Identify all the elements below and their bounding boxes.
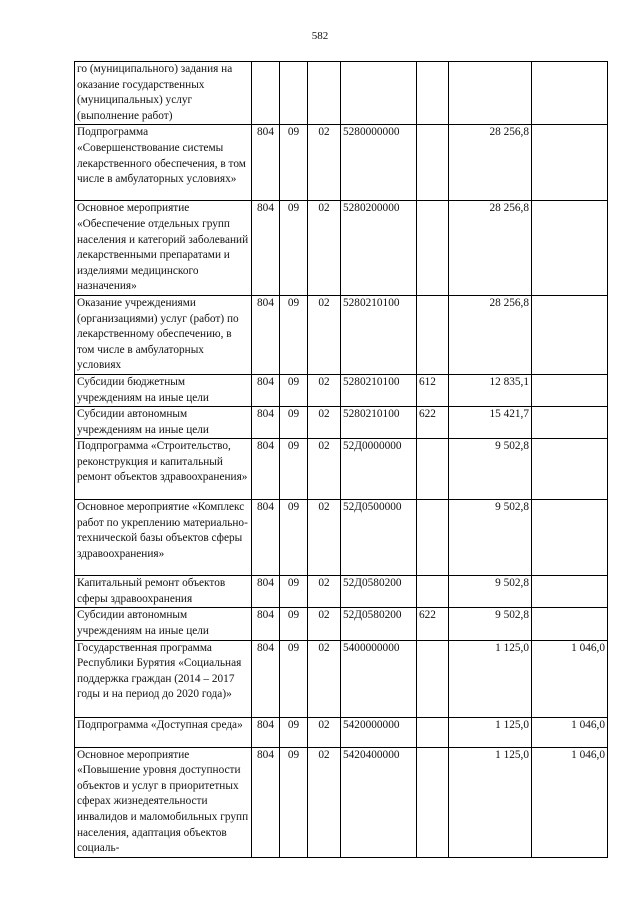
ministry-code: 804 bbox=[252, 608, 280, 640]
amount-year-1: 28 256,8 bbox=[449, 295, 532, 374]
amount-year-1: 9 502,8 bbox=[449, 608, 532, 640]
amount-year-1: 9 502,8 bbox=[449, 576, 532, 608]
expense-type bbox=[417, 640, 449, 717]
row-name: Оказание учреждениями (организациями) услуг (работ) по лекарственному обеспечению, в том числе в амбулаторных условиях bbox=[75, 295, 252, 374]
row-name: Подпрограмма «Строительство, реконструкция и капитальный ремонт объектов здравоохранения» bbox=[75, 439, 252, 500]
row-name: Субсидии бюджетным учреждениям на иные цели bbox=[75, 374, 252, 406]
amount-year-1: 15 421,7 bbox=[449, 407, 532, 439]
amount-year-1: 28 256,8 bbox=[449, 201, 532, 296]
amount-year-1: 9 502,8 bbox=[449, 500, 532, 576]
row-name: Государственная программа Республики Бурятия «Социальная поддержка граждан (2014 – 2017 годы и на период до 2020 года)» bbox=[75, 640, 252, 717]
ministry-code: 804 bbox=[252, 500, 280, 576]
amount-year-2: 1 046,0 bbox=[532, 717, 608, 747]
table-row bbox=[75, 717, 608, 747]
subsection-code: 02 bbox=[308, 608, 341, 640]
subsection-code: 02 bbox=[308, 439, 341, 500]
table-row bbox=[75, 125, 608, 201]
budget-table bbox=[74, 61, 608, 858]
amount-year-2 bbox=[532, 576, 608, 608]
amount-year-1 bbox=[449, 62, 532, 125]
target-article: 5280210100 bbox=[341, 407, 417, 439]
amount-year-1: 28 256,8 bbox=[449, 125, 532, 201]
amount-year-2: 1 046,0 bbox=[532, 747, 608, 857]
expense-type bbox=[417, 747, 449, 857]
section-code: 09 bbox=[280, 201, 308, 296]
ministry-code: 804 bbox=[252, 374, 280, 406]
ministry-code: 804 bbox=[252, 439, 280, 500]
amount-year-2 bbox=[532, 295, 608, 374]
expense-type: 622 bbox=[417, 608, 449, 640]
amount-year-1: 1 125,0 bbox=[449, 640, 532, 717]
row-name: Подпрограмма «Совершенствование системы лекарственного обеспечения, в том числе в амбулаторных условиях» bbox=[75, 125, 252, 201]
section-code: 09 bbox=[280, 717, 308, 747]
row-name: Субсидии автономным учреждениям на иные цели bbox=[75, 407, 252, 439]
target-article: 5280210100 bbox=[341, 374, 417, 406]
section-code: 09 bbox=[280, 747, 308, 857]
table-row bbox=[75, 500, 608, 576]
amount-year-2 bbox=[532, 500, 608, 576]
expense-type: 612 bbox=[417, 374, 449, 406]
expense-type bbox=[417, 201, 449, 296]
section-code: 09 bbox=[280, 295, 308, 374]
table-row bbox=[75, 201, 608, 296]
section-code bbox=[280, 62, 308, 125]
amount-year-1: 9 502,8 bbox=[449, 439, 532, 500]
amount-year-2 bbox=[532, 407, 608, 439]
amount-year-2 bbox=[532, 608, 608, 640]
ministry-code: 804 bbox=[252, 747, 280, 857]
table-row bbox=[75, 62, 608, 125]
expense-type bbox=[417, 62, 449, 125]
amount-year-2 bbox=[532, 439, 608, 500]
ministry-code: 804 bbox=[252, 407, 280, 439]
subsection-code: 02 bbox=[308, 125, 341, 201]
amount-year-2 bbox=[532, 125, 608, 201]
target-article bbox=[341, 62, 417, 125]
table-row bbox=[75, 439, 608, 500]
table-row bbox=[75, 608, 608, 640]
target-article: 52Д0580200 bbox=[341, 576, 417, 608]
section-code: 09 bbox=[280, 500, 308, 576]
target-article: 5280000000 bbox=[341, 125, 417, 201]
section-code: 09 bbox=[280, 374, 308, 406]
section-code: 09 bbox=[280, 407, 308, 439]
page-number: 582 bbox=[311, 30, 329, 42]
section-code: 09 bbox=[280, 439, 308, 500]
ministry-code: 804 bbox=[252, 576, 280, 608]
table-row bbox=[75, 747, 608, 857]
amount-year-2 bbox=[532, 201, 608, 296]
target-article: 5400000000 bbox=[341, 640, 417, 717]
subsection-code: 02 bbox=[308, 500, 341, 576]
ministry-code: 804 bbox=[252, 640, 280, 717]
subsection-code: 02 bbox=[308, 295, 341, 374]
amount-year-2 bbox=[532, 374, 608, 406]
amount-year-2: 1 046,0 bbox=[532, 640, 608, 717]
subsection-code: 02 bbox=[308, 717, 341, 747]
table-row bbox=[75, 374, 608, 406]
ministry-code: 804 bbox=[252, 295, 280, 374]
subsection-code: 02 bbox=[308, 201, 341, 296]
section-code: 09 bbox=[280, 125, 308, 201]
target-article: 52Д0500000 bbox=[341, 500, 417, 576]
target-article: 5280200000 bbox=[341, 201, 417, 296]
ministry-code: 804 bbox=[252, 717, 280, 747]
target-article: 5420400000 bbox=[341, 747, 417, 857]
subsection-code: 02 bbox=[308, 407, 341, 439]
amount-year-2 bbox=[532, 62, 608, 125]
target-article: 5280210100 bbox=[341, 295, 417, 374]
row-name: го (муниципального) задания на оказание государственных (муниципальных) услуг (выполнение работ) bbox=[75, 62, 252, 125]
table-row bbox=[75, 576, 608, 608]
expense-type bbox=[417, 439, 449, 500]
amount-year-1: 1 125,0 bbox=[449, 717, 532, 747]
expense-type bbox=[417, 576, 449, 608]
subsection-code: 02 bbox=[308, 747, 341, 857]
ministry-code: 804 bbox=[252, 125, 280, 201]
table-row bbox=[75, 407, 608, 439]
target-article: 5420000000 bbox=[341, 717, 417, 747]
expense-type bbox=[417, 295, 449, 374]
expense-type bbox=[417, 500, 449, 576]
amount-year-1: 12 835,1 bbox=[449, 374, 532, 406]
target-article: 52Д0580200 bbox=[341, 608, 417, 640]
row-name: Основное мероприятие «Повышение уровня доступности объектов и услуг в приоритетных сферах жизнедеятельности инвалидов и маломобильных групп населения, адаптация объектов социаль- bbox=[75, 747, 252, 857]
table-row bbox=[75, 640, 608, 717]
amount-year-1: 1 125,0 bbox=[449, 747, 532, 857]
subsection-code: 02 bbox=[308, 374, 341, 406]
row-name: Подпрограмма «Доступная среда» bbox=[75, 717, 252, 747]
row-name: Субсидии автономным учреждениям на иные цели bbox=[75, 608, 252, 640]
subsection-code: 02 bbox=[308, 640, 341, 717]
section-code: 09 bbox=[280, 576, 308, 608]
row-name: Капитальный ремонт объектов сферы здравоохранения bbox=[75, 576, 252, 608]
ministry-code: 804 bbox=[252, 201, 280, 296]
ministry-code bbox=[252, 62, 280, 125]
subsection-code: 02 bbox=[308, 576, 341, 608]
expense-type bbox=[417, 717, 449, 747]
section-code: 09 bbox=[280, 640, 308, 717]
table-row bbox=[75, 295, 608, 374]
section-code: 09 bbox=[280, 608, 308, 640]
target-article: 52Д0000000 bbox=[341, 439, 417, 500]
table-body bbox=[75, 62, 608, 858]
row-name: Основное мероприятие «Комплекс работ по укреплению материально-технической базы объектов сферы здравоохранения» bbox=[75, 500, 252, 576]
row-name: Основное мероприятие «Обеспечение отдельных групп населения и категорий заболеваний лекарственными препаратами и изделиями медицинского назначения» bbox=[75, 201, 252, 296]
expense-type: 622 bbox=[417, 407, 449, 439]
subsection-code bbox=[308, 62, 341, 125]
expense-type bbox=[417, 125, 449, 201]
